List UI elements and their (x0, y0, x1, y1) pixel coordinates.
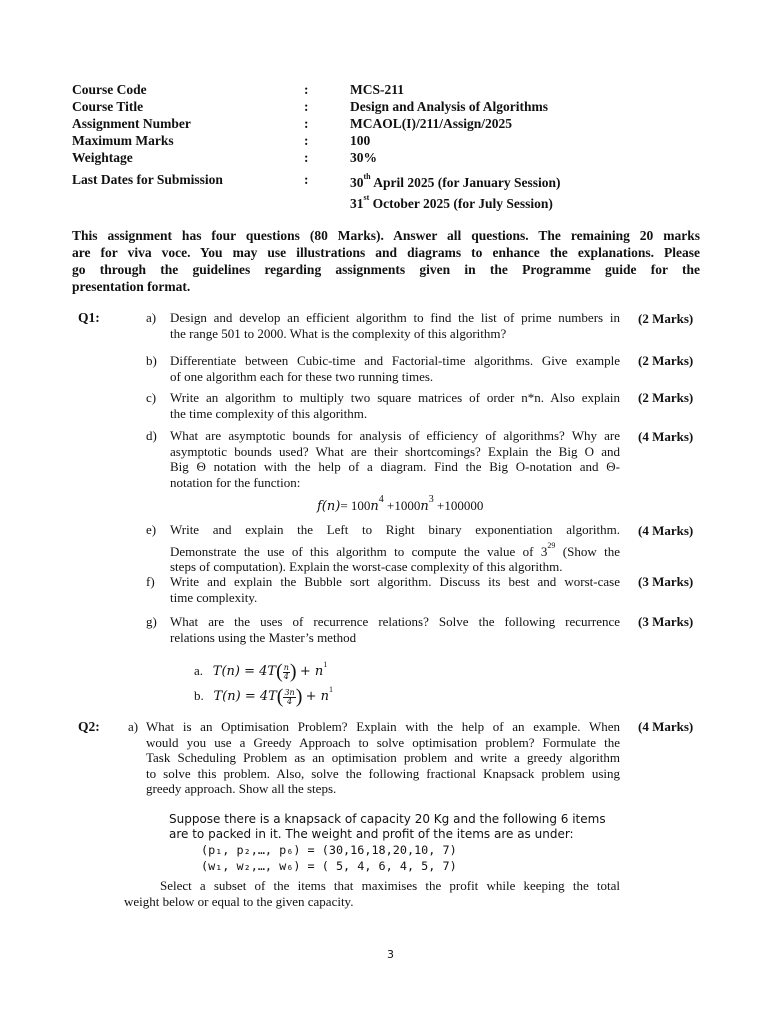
big-o-function-formula: $f(n)= 100n^4 +1000n^3 +100000$ (317, 494, 484, 514)
item-letter: g) (146, 614, 157, 629)
question-2-label: Q2: (78, 719, 100, 734)
colon: : (304, 116, 309, 131)
marks-badge: (4 Marks) (638, 719, 694, 734)
instructions-paragraph: This assignment has four questions (80 Marks). Answer all questions. The remaining 20 marks are for viva voce. You may use illustrations and diagrams to enhance the explanations. Please go through the guidelines regarding assignments given in the Programme guide for the presentation format. (72, 228, 700, 294)
question-1-label: Q1: (78, 310, 100, 325)
colon: : (304, 150, 309, 165)
colon: : (304, 99, 309, 114)
question-1f-text: Write and explain the Bubble sort algorithm. Discuss its best and worst-case time complexity. (170, 574, 620, 605)
profits-vector: (p₁, p₂,…, p₆) = (30,16,18,20,10, 7) (201, 843, 457, 857)
weights-vector: (w₁, w₂,…, w₆) = ( 5, 4, 6, 4, 5, 7) (201, 859, 457, 873)
knapsack-description: Suppose there is a knapsack of capacity 20 Kg and the following 6 items are to packed in it. The weight and profit of the items are as under: (169, 812, 606, 841)
question-1d-text: What are asymptotic bounds for analysis of efficiency of algorithms? Why are asymptotic bounds used? What are their shortcomings? Explain the Big O and Big Θ notation with the help of a diagram. Find the Big O-notation and Θ- notation for the function: (170, 428, 620, 490)
item-letter: b) (146, 353, 157, 368)
course-title-value: Design and Analysis of Algorithms (350, 99, 549, 114)
page-number: 3 (387, 948, 394, 961)
marks-badge: (3 Marks) (638, 574, 694, 589)
colon: : (304, 82, 309, 97)
item-letter: d) (146, 428, 157, 443)
item-letter: a) (146, 310, 157, 325)
assignment-number-label: Assignment Number (72, 116, 191, 131)
maximum-marks-label: Maximum Marks (72, 133, 174, 148)
marks-badge: (4 Marks) (638, 523, 694, 538)
maximum-marks-value: 100 (350, 133, 371, 148)
assignment-number-value: MCAOL(I)/211/Assign/2025 (350, 116, 513, 131)
submission-dates-label: Last Dates for Submission (72, 172, 223, 187)
submission-date-july: 31st October 2025 (for July Session) (350, 193, 553, 211)
marks-badge: (2 Marks) (638, 390, 694, 405)
question-1c-text: Write an algorithm to multiply two square matrices of order n*n. Also explain the time complexity of this algorithm. (170, 390, 620, 421)
question-1e-text: Write and explain the Left to Right binary exponentiation algorithm. Demonstrate the use of this algorithm to compute the value of $3^{29}$ (Show the steps of computation). Explain the worst-case complexity of this algorithm. (170, 522, 620, 575)
item-letter: e) (146, 522, 157, 537)
marks-badge: (4 Marks) (638, 429, 694, 444)
question-1g-text: What are the uses of recurrence relations? Solve the following recurrence relations using the Master’s method (170, 614, 620, 645)
course-code-value: MCS-211 (350, 82, 404, 97)
recurrence-b: b. T(n) = 4T( $\frac{3n}{4}$ ) + $n^1$ (194, 685, 334, 708)
marks-badge: (2 Marks) (638, 311, 694, 326)
item-letter: a) (128, 719, 139, 734)
item-letter: f) (146, 574, 155, 589)
knapsack-task-text: Select a subset of the items that maximises the profit while keeping the total weight below or equal to the given capacity. (124, 878, 620, 909)
weightage-label: Weightage (72, 150, 133, 165)
course-title-label: Course Title (72, 99, 144, 114)
marks-badge: (3 Marks) (638, 614, 694, 629)
course-code-label: Course Code (72, 82, 147, 97)
item-letter: c) (146, 390, 157, 405)
recurrence-a: a. T(n) = 4T( $\frac{n}{4}$ ) + $n^1$ (194, 660, 328, 683)
colon: : (304, 133, 309, 148)
marks-badge: (2 Marks) (638, 353, 694, 368)
colon: : (304, 172, 309, 187)
submission-date-january: 30th April 2025 (for January Session) (350, 172, 561, 190)
weightage-value: 30% (350, 150, 377, 165)
question-2a-text: What is an Optimisation Problem? Explain with the help of an example. When would you use a Greedy Approach to solve optimisation problem? Formulate the Task Scheduling Problem as an optimisation problem and write a greedy algorithm to solve this problem. Also, solve the following fractional Knapsack problem using greedy approach. Show all the steps. (146, 719, 620, 797)
question-1b-text: Differentiate between Cubic-time and Factorial-time algorithms. Give example of one algorithm each for these two running times. (170, 353, 620, 384)
question-1a-text: Design and develop an efficient algorithm to find the list of prime numbers in the range 501 to 2000. What is the complexity of this algorithm? (170, 310, 620, 341)
